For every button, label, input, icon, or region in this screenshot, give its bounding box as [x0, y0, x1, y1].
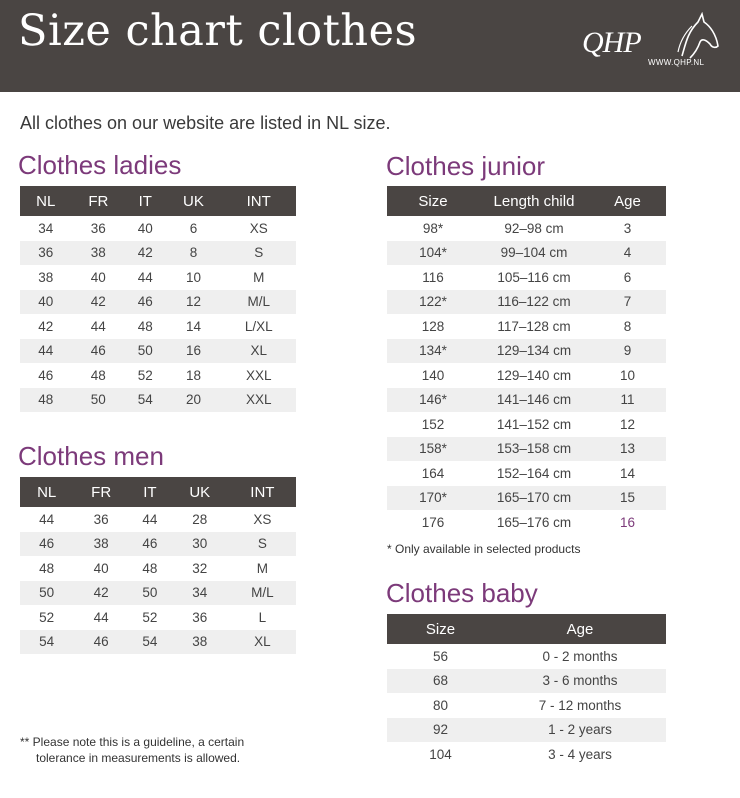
- table-row: [387, 669, 666, 694]
- table-cell: 50: [71, 388, 125, 413]
- table-cell: 152: [421, 416, 445, 432]
- junior-footnote: * Only available in selected products: [387, 542, 581, 556]
- table-cell: XS: [253, 511, 272, 527]
- table-header-row: [387, 614, 666, 644]
- intro-text: All clothes on our website are listed in NL size.: [20, 113, 391, 133]
- table-cell: 20: [165, 388, 221, 413]
- table-cell: 44: [137, 269, 153, 285]
- table-cell: 140: [421, 367, 445, 383]
- table-cell: 38: [171, 630, 229, 655]
- column-header: Size: [387, 614, 494, 644]
- table-cell: 68: [387, 669, 494, 694]
- table-row: [20, 532, 296, 557]
- table-cell: 6: [189, 220, 198, 236]
- table-cell: 50: [125, 339, 165, 364]
- table-row: [387, 510, 666, 535]
- table-cell: 8: [623, 318, 632, 334]
- table-cell: M: [256, 560, 268, 576]
- table-cell: 46: [20, 532, 73, 557]
- table-header-row: [20, 477, 296, 507]
- table-row: [20, 216, 296, 241]
- table-cell: L: [258, 609, 267, 625]
- table-cell: L/XL: [244, 318, 273, 334]
- table-cell: 80: [432, 697, 449, 713]
- table-cell: 46: [73, 630, 129, 655]
- table-cell: 128: [421, 318, 445, 334]
- table-cell: 32: [192, 560, 208, 576]
- table-row: [20, 314, 296, 339]
- table-row: [387, 265, 666, 290]
- table-cell: 42: [125, 241, 165, 266]
- table-cell: 152–164 cm: [496, 465, 572, 481]
- table-cell: 117–128 cm: [497, 318, 571, 334]
- table-cell: 38: [38, 269, 54, 285]
- table-cell: 44: [142, 511, 158, 527]
- table-row: [387, 742, 666, 767]
- table-cell: 134*: [387, 339, 479, 364]
- table-row: [20, 388, 296, 413]
- table-row: [20, 363, 296, 388]
- table-cell: 16: [619, 514, 636, 530]
- table-cell: 165–176 cm: [496, 514, 572, 530]
- table-cell: 40: [93, 560, 109, 576]
- table-cell: 165–170 cm: [479, 486, 589, 511]
- table-cell: 52: [137, 367, 153, 383]
- table-cell: 7 - 12 months: [538, 697, 622, 713]
- column-header: UK: [165, 186, 221, 216]
- table-cell: 141–152 cm: [496, 416, 572, 432]
- table-cell: 92–98 cm: [504, 220, 564, 236]
- disclaimer-line-1: ** Please note this is a guideline, a certain: [20, 735, 245, 749]
- table-cell: 38: [71, 241, 125, 266]
- table-cell: 46: [129, 532, 171, 557]
- table-cell: 116: [422, 269, 444, 285]
- table-cell: 44: [90, 318, 106, 334]
- horse-head-icon: [672, 12, 722, 62]
- table-row: [387, 339, 666, 364]
- men-size-table: [20, 477, 296, 654]
- table-row: [387, 718, 666, 743]
- table-cell: 18: [185, 367, 201, 383]
- table-cell: 12: [619, 416, 636, 432]
- column-header: Length child: [479, 186, 589, 216]
- table-cell: 42: [71, 290, 125, 315]
- table-cell: 11: [589, 388, 666, 413]
- table-row: [387, 388, 666, 413]
- table-cell: 1 - 2 years: [494, 718, 666, 743]
- table-row: [387, 290, 666, 315]
- table-cell: 14: [185, 318, 201, 334]
- table-cell: 36: [192, 609, 208, 625]
- table-cell: 7: [589, 290, 666, 315]
- table-cell: 50: [20, 581, 73, 606]
- table-cell: 52: [39, 609, 55, 625]
- column-header: INT: [229, 477, 296, 507]
- junior-title: Clothes junior: [386, 151, 545, 181]
- table-cell: 141–146 cm: [479, 388, 589, 413]
- table-cell: 46: [38, 367, 54, 383]
- column-header: NL: [20, 186, 71, 216]
- table-row: [20, 581, 296, 606]
- table-cell: 0 - 2 months: [542, 648, 618, 664]
- table-cell: XS: [249, 220, 268, 236]
- table-cell: 99–104 cm: [479, 241, 589, 266]
- column-header: Age: [589, 186, 666, 216]
- table-row: [20, 605, 296, 630]
- table-header-row: [387, 186, 666, 216]
- column-header: Size: [387, 186, 479, 216]
- table-cell: 146*: [387, 388, 479, 413]
- table-row: [387, 437, 666, 462]
- table-cell: 42: [73, 581, 129, 606]
- table-cell: 48: [142, 560, 158, 576]
- ladies-size-table: [20, 186, 296, 412]
- table-cell: 50: [129, 581, 171, 606]
- table-cell: 6: [623, 269, 632, 285]
- table-row: [20, 630, 296, 655]
- table-cell: 44: [20, 339, 71, 364]
- table-cell: 36: [93, 511, 109, 527]
- table-cell: 34: [171, 581, 229, 606]
- column-header: INT: [221, 186, 296, 216]
- table-row: [387, 461, 666, 486]
- table-row: [387, 314, 666, 339]
- table-cell: M/L: [229, 581, 296, 606]
- table-row: [20, 339, 296, 364]
- table-cell: XL: [221, 339, 296, 364]
- table-row: [20, 507, 296, 532]
- table-cell: 3: [623, 220, 632, 236]
- table-cell: XXL: [221, 388, 296, 413]
- page-title: Size chart clothes: [18, 6, 418, 56]
- table-cell: 36: [20, 241, 71, 266]
- table-row: [387, 363, 666, 388]
- table-header-row: [20, 186, 296, 216]
- table-cell: 52: [142, 609, 158, 625]
- table-cell: 116–122 cm: [479, 290, 589, 315]
- table-cell: M: [253, 269, 265, 285]
- table-cell: 9: [589, 339, 666, 364]
- column-header: IT: [125, 186, 165, 216]
- column-header: NL: [20, 477, 73, 507]
- table-cell: 13: [589, 437, 666, 462]
- table-cell: 176: [421, 514, 445, 530]
- table-cell: 46: [71, 339, 125, 364]
- table-row: [20, 290, 296, 315]
- table-row: [20, 265, 296, 290]
- header-banner: [0, 0, 740, 92]
- table-cell: 129–134 cm: [479, 339, 589, 364]
- table-cell: 92: [387, 718, 494, 743]
- table-cell: 38: [73, 532, 129, 557]
- table-row: [20, 556, 296, 581]
- table-cell: 40: [137, 220, 153, 236]
- table-cell: 54: [20, 630, 73, 655]
- disclaimer-line-2: tolerance in measurements is allowed.: [36, 751, 241, 765]
- table-row: [387, 412, 666, 437]
- baby-size-table: [387, 614, 666, 767]
- table-cell: 129–140 cm: [496, 367, 572, 383]
- table-cell: 48: [90, 367, 106, 383]
- table-cell: 44: [93, 609, 109, 625]
- table-cell: S: [229, 532, 296, 557]
- table-cell: 40: [20, 290, 71, 315]
- table-cell: 54: [129, 630, 171, 655]
- ladies-title: Clothes ladies: [18, 150, 182, 180]
- table-cell: 16: [165, 339, 221, 364]
- table-cell: 153–158 cm: [479, 437, 589, 462]
- table-cell: 10: [185, 269, 201, 285]
- table-cell: 158*: [387, 437, 479, 462]
- table-cell: 54: [125, 388, 165, 413]
- column-header: Age: [494, 614, 666, 644]
- table-row: [20, 241, 296, 266]
- table-cell: 36: [90, 220, 106, 236]
- table-cell: 164: [421, 465, 445, 481]
- table-cell: 34: [38, 220, 54, 236]
- table-cell: 122*: [387, 290, 479, 315]
- table-cell: 98*: [422, 220, 444, 236]
- table-cell: 10: [619, 367, 636, 383]
- table-cell: 40: [90, 269, 106, 285]
- column-header: FR: [71, 186, 125, 216]
- table-cell: 15: [589, 486, 666, 511]
- table-cell: 42: [38, 318, 54, 334]
- table-row: [387, 241, 666, 266]
- qhp-logo: [580, 12, 720, 72]
- table-cell: M/L: [221, 290, 296, 315]
- table-cell: 44: [39, 511, 55, 527]
- logo-text: QHP: [582, 26, 641, 59]
- table-cell: 170*: [387, 486, 479, 511]
- table-cell: S: [221, 241, 296, 266]
- table-row: [387, 644, 666, 669]
- men-title: Clothes men: [18, 441, 164, 471]
- table-cell: 30: [171, 532, 229, 557]
- table-cell: 12: [165, 290, 221, 315]
- table-row: [387, 693, 666, 718]
- column-header: FR: [73, 477, 129, 507]
- table-cell: 56: [432, 648, 449, 664]
- table-cell: 4: [589, 241, 666, 266]
- table-cell: 46: [125, 290, 165, 315]
- junior-size-table: [387, 186, 666, 535]
- table-cell: 3 - 4 years: [548, 746, 612, 762]
- table-cell: 14: [619, 465, 636, 481]
- table-cell: 105–116 cm: [497, 269, 571, 285]
- table-cell: 3 - 6 months: [494, 669, 666, 694]
- table-cell: XL: [229, 630, 296, 655]
- table-cell: 8: [165, 241, 221, 266]
- table-cell: 104*: [387, 241, 479, 266]
- table-cell: XXL: [245, 367, 272, 383]
- table-cell: 48: [20, 388, 71, 413]
- baby-title: Clothes baby: [386, 578, 538, 608]
- table-cell: 104: [429, 746, 452, 762]
- table-row: [387, 486, 666, 511]
- table-row: [387, 216, 666, 241]
- table-cell: 48: [39, 560, 55, 576]
- logo-url: WWW.QHP.NL: [648, 58, 705, 67]
- table-cell: 48: [137, 318, 153, 334]
- column-header: UK: [171, 477, 229, 507]
- column-header: IT: [129, 477, 171, 507]
- table-cell: 28: [192, 511, 208, 527]
